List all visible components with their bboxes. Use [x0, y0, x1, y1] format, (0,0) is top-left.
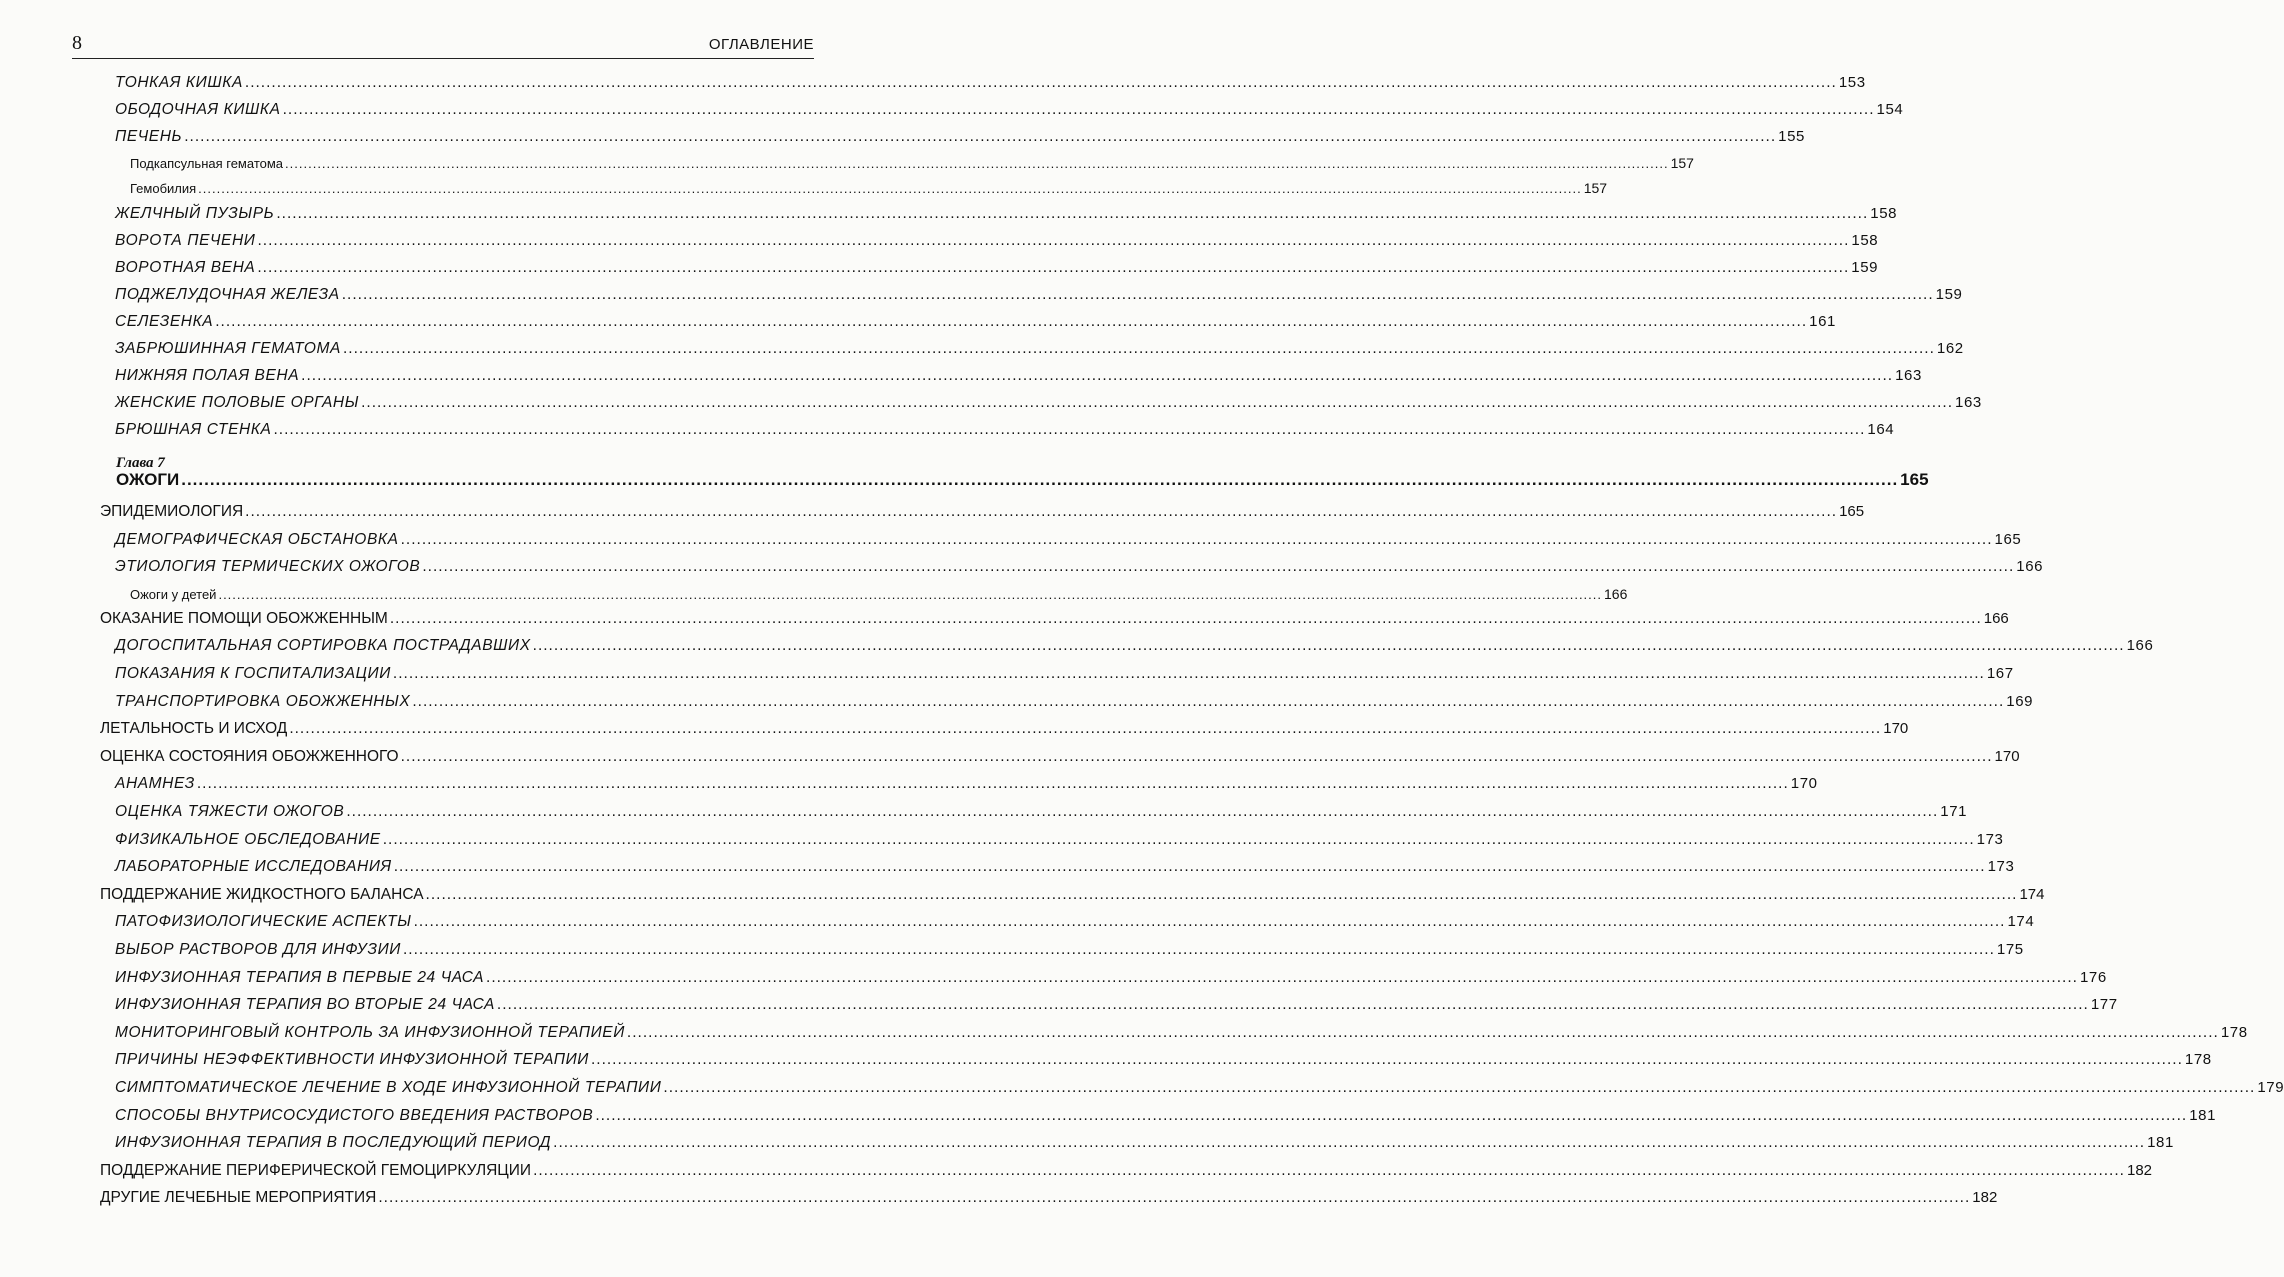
toc-entry[interactable] [115, 1051, 2212, 1069]
toc-entry-page: 182 [1972, 1189, 1998, 1207]
toc-entry-title: ДРУГИЕ ЛЕЧЕБНЫЕ МЕРОПРИЯТИЯ [100, 1189, 377, 1207]
toc-entry-title: ПЕЧЕНЬ [115, 128, 183, 145]
leader-dots: ............................................................................................................................................................................................................................................................................................................ [346, 803, 1939, 820]
toc-entry-title: СЕЛЕЗЕНКА [115, 313, 214, 330]
leader-dots: ............................................................................................................................................................................................................................................................................................................ [392, 665, 1985, 682]
toc-entry-page: 166 [2016, 558, 2044, 576]
leader-dots: ............................................................................................................................................................................................................................................................................................................ [533, 1161, 2125, 1179]
toc-entry-title: ЗАБРЮШИННАЯ ГЕМАТОМА [115, 340, 341, 357]
toc-entry[interactable] [115, 1106, 2217, 1125]
toc-entry-page: 162 [1936, 340, 1964, 357]
toc-entry-page: 158 [1851, 232, 1879, 249]
toc-entry-title: ТРАНСПОРТИРОВКА ОБОЖЖЕННЫХ [115, 692, 411, 710]
chapter-title: ОЖОГИ [116, 470, 180, 489]
toc-entry[interactable] [130, 180, 1608, 196]
toc-entry-title: ОКАЗАНИЕ ПОМОЩИ ОБОЖЖЕННЫМ [100, 609, 388, 627]
toc-entry-title: ИНФУЗИОННАЯ ТЕРАПИЯ ВО ВТОРЫЕ 24 ЧАСА [115, 996, 495, 1014]
toc-entry[interactable] [115, 530, 2022, 549]
toc-entry-title: МОНИТОРИНГОВЫЙ КОНТРОЛЬ ЗА ИНФУЗИОННОЙ ТЕРАПИЕЙ [115, 1023, 625, 1041]
toc-entry-title: ТОНКАЯ КИШКА [115, 74, 243, 91]
leader-dots: ............................................................................................................................................................................................................................................................................................................ [257, 259, 1850, 276]
toc-entry[interactable] [115, 128, 1805, 146]
toc-entry-page: 163 [1895, 367, 1922, 384]
running-title: ОГЛАВЛЕНИЕ [708, 36, 814, 53]
toc-entry-title: ОЦЕНКА СОСТОЯНИЯ ОБОЖЖЕННОГО [100, 747, 399, 765]
toc-entry-page: 177 [2090, 996, 2118, 1014]
toc-entry-title: НИЖНЯЯ ПОЛАЯ ВЕНА [115, 367, 300, 384]
toc-entry[interactable] [115, 394, 1982, 412]
leader-dots: ............................................................................................................................................................................................................................................................................................................ [496, 996, 2089, 1014]
toc-entry-title: ПОДДЕРЖАНИЕ ПЕРИФЕРИЧЕСКОЙ ГЕМОЦИРКУЛЯЦИИ [100, 1161, 532, 1179]
leader-dots: ............................................................................................................................................................................................................................................................................................................ [413, 913, 2006, 931]
toc-entry-title: ПОКАЗАНИЯ К ГОСПИТАЛИЗАЦИИ [115, 665, 391, 682]
toc-entry-title: ДОГОСПИТАЛЬНАЯ СОРТИРОВКА ПОСТРАДАВШИХ [115, 637, 531, 655]
toc-entry-page: 170 [1883, 720, 1909, 738]
toc-entry-title: ПОДЖЕЛУДОЧНАЯ ЖЕЛЕЗА [115, 286, 340, 303]
toc-entry[interactable] [115, 803, 1968, 821]
toc-entry-page: 161 [1809, 313, 1836, 330]
toc-entry[interactable] [115, 1023, 2248, 1042]
toc-entry[interactable] [130, 155, 1694, 171]
toc-entry[interactable] [115, 913, 2035, 931]
toc-entry-page: 181 [2189, 1106, 2217, 1124]
toc-entry-page: 163 [1955, 394, 1982, 411]
leader-dots: ............................................................................................................................................................................................................................................................................................................ [382, 830, 1975, 848]
leader-dots: ............................................................................................................................................................................................................................................................................................................ [215, 313, 1808, 330]
toc-entry[interactable] [115, 968, 2107, 987]
toc-entry-page: 171 [1940, 803, 1968, 820]
leader-dots: ............................................................................................................................................................................................................................................................................................................ [218, 586, 1602, 602]
leader-dots: ............................................................................................................................................................................................................................................................................................................ [400, 530, 1993, 548]
toc-entry-title: ВОРОТНАЯ ВЕНА [115, 259, 256, 276]
toc-entry-page: 179 [2257, 1079, 2284, 1096]
toc-entry-title: СПОСОБЫ ВНУТРИСОСУДИСТОГО ВВЕДЕНИЯ РАСТВОРОВ [115, 1106, 594, 1124]
leader-dots: ............................................................................................................................................................................................................................................................................................................ [273, 421, 1866, 438]
leader-dots: ............................................................................................................................................................................................................................................................................................................ [389, 609, 1982, 627]
leader-dots: ............................................................................................................................................................................................................................................................................................................ [181, 470, 1899, 489]
leader-dots: ............................................................................................................................................................................................................................................................................................................ [590, 1051, 2183, 1069]
leader-dots: ............................................................................................................................................................................................................................................................................................................ [257, 232, 1850, 249]
leader-dots: ............................................................................................................................................................................................................................................................................................................ [342, 340, 1935, 357]
toc-entry-page: 164 [1867, 421, 1895, 438]
toc-entry-page: 159 [1851, 259, 1879, 276]
toc-entry-title: ПАТОФИЗИОЛОГИЧЕСКИЕ АСПЕКТЫ [115, 913, 412, 931]
leader-dots: ............................................................................................................................................................................................................................................................................................................ [400, 747, 1993, 765]
toc-entry-page: 166 [1604, 585, 1628, 602]
leader-dots: ............................................................................................................................................................................................................................................................................................................ [378, 1189, 1971, 1207]
toc-entry-page: 176 [2079, 968, 2107, 986]
toc-entry-page: 166 [1983, 609, 2009, 627]
toc-entry-page: 165 [1839, 503, 1865, 520]
page-header [72, 30, 814, 59]
toc-entry[interactable] [115, 205, 1898, 223]
toc-entry-title: ДЕМОГРАФИЧЕСКАЯ ОБСТАНОВКА [115, 530, 399, 548]
leader-dots: ............................................................................................................................................................................................................................................................................................................ [245, 503, 1838, 520]
toc-entry-title: Ожоги у детей [130, 586, 217, 602]
toc-entry-page: 170 [1790, 775, 1818, 793]
toc-entry-title: ФИЗИКАЛЬНОЕ ОБСЛЕДОВАНИЕ [115, 830, 381, 848]
toc-entry-title: ВОРОТА ПЕЧЕНИ [115, 232, 256, 249]
toc-entry-page: 182 [2126, 1161, 2153, 1179]
toc-entry-title: Подкапсульная гематома [130, 156, 284, 171]
toc-entry-page: 157 [1670, 155, 1694, 171]
toc-entry[interactable] [115, 637, 2154, 655]
toc-entry-title: ПОДДЕРЖАНИЕ ЖИДКОСТНОГО БАЛАНСА [100, 885, 424, 903]
toc-entry[interactable] [115, 1079, 2284, 1097]
leader-dots: ............................................................................................................................................................................................................................................................................................................ [289, 720, 1882, 738]
leader-dots: ............................................................................................................................................................................................................................................................................................................ [402, 941, 1995, 958]
toc-entry-page: 157 [1583, 180, 1608, 196]
toc-entry-title: БРЮШНАЯ СТЕНКА [115, 421, 272, 438]
toc-entry[interactable] [115, 367, 1922, 385]
toc-entry[interactable] [100, 503, 1865, 521]
leader-dots: ............................................................................................................................................................................................................................................................................................................ [626, 1023, 2219, 1041]
toc-entry[interactable] [100, 885, 2045, 904]
leader-dots: ............................................................................................................................................................................................................................................................................................................ [244, 74, 1837, 91]
leader-dots: ............................................................................................................................................................................................................................................................................................................ [184, 128, 1777, 145]
toc-entry[interactable] [115, 259, 1879, 277]
toc-entry[interactable] [115, 1134, 2174, 1152]
leader-dots: ............................................................................................................................................................................................................................................................................................................ [425, 885, 2018, 903]
toc-entry-page: 175 [1996, 941, 2024, 958]
toc-entry[interactable] [115, 775, 1818, 793]
toc-entry-title: ЖЕНСКИЕ ПОЛОВЫЕ ОРГАНЫ [115, 394, 360, 411]
leader-dots: ............................................................................................................................................................................................................................................................................................................ [282, 101, 1875, 118]
toc-entry-title: ПРИЧИНЫ НЕЭФФЕКТИВНОСТИ ИНФУЗИОННОЙ ТЕРАПИИ [115, 1051, 589, 1069]
toc-entry-page: 181 [2147, 1134, 2174, 1152]
chapter-label: Глава 7 [116, 455, 165, 471]
toc-entry-title: ЭПИДЕМИОЛОГИЯ [100, 503, 244, 520]
toc-entry-title: ИНФУЗИОННАЯ ТЕРАПИЯ В ПЕРВЫЕ 24 ЧАСА [115, 968, 485, 986]
toc-entry-page: 170 [1994, 747, 2020, 765]
toc-entry[interactable] [115, 232, 1879, 250]
leader-dots: ............................................................................................................................................................................................................................................................................................................ [198, 181, 1582, 196]
leader-dots: ............................................................................................................................................................................................................................................................................................................ [412, 692, 2005, 710]
toc-entry[interactable] [100, 720, 1909, 738]
toc-entry-title: ОЦЕНКА ТЯЖЕСТИ ОЖОГОВ [115, 803, 345, 820]
leader-dots: ............................................................................................................................................................................................................................................................................................................ [196, 775, 1789, 793]
leader-dots: ............................................................................................................................................................................................................................................................................................................ [595, 1106, 2188, 1124]
toc-entry[interactable] [100, 1189, 1998, 1207]
toc-entry-page: 155 [1778, 128, 1805, 145]
toc-entry-title: ЭТИОЛОГИЯ ТЕРМИЧЕСКИХ ОЖОГОВ [115, 558, 421, 576]
toc-entry[interactable] [115, 941, 2024, 959]
toc-entry[interactable] [100, 609, 2009, 628]
toc-entry-page: 174 [2007, 913, 2035, 931]
toc-entry[interactable] [130, 585, 1628, 602]
toc-entry-title: Гемобилия [130, 181, 197, 196]
leader-dots: ............................................................................................................................................................................................................................................................................................................ [341, 286, 1934, 303]
toc-entry-title: ВЫБОР РАСТВОРОВ ДЛЯ ИНФУЗИИ [115, 941, 401, 958]
toc-entry-page: 154 [1876, 101, 1904, 118]
toc-entry[interactable] [115, 558, 2044, 576]
toc-entry-page: 165 [1994, 530, 2022, 548]
toc-entry-page: 169 [2006, 692, 2034, 710]
toc-entry[interactable] [100, 747, 2020, 766]
leader-dots: ............................................................................................................................................................................................................................................................................................................ [361, 394, 1953, 411]
chapter-page: 165 [1900, 470, 1929, 489]
toc-entry-title: АНАМНЕЗ [115, 775, 195, 793]
toc-entry[interactable] [115, 996, 2118, 1014]
toc-entry-page: 173 [1976, 830, 2004, 848]
toc-entry-title: ЖЕЛЧНЫЙ ПУЗЫРЬ [115, 205, 275, 222]
toc-entry-page: 159 [1935, 286, 1963, 303]
toc-entry-page: 167 [1986, 665, 2014, 682]
toc-entry-title: ИНФУЗИОННАЯ ТЕРАПИЯ В ПОСЛЕДУЮЩИЙ ПЕРИОД [115, 1134, 552, 1152]
page-number: 8 [72, 32, 82, 54]
leader-dots: ............................................................................................................................................................................................................................................................................................................ [553, 1134, 2146, 1152]
toc-entry-title: ЛАБОРАТОРНЫЕ ИССЛЕДОВАНИЯ [115, 858, 392, 876]
leader-dots: ............................................................................................................................................................................................................................................................................................................ [663, 1079, 2256, 1096]
toc-entry[interactable] [115, 692, 2034, 711]
leader-dots: ............................................................................................................................................................................................................................................................................................................ [486, 968, 2078, 986]
toc-entry[interactable] [115, 74, 1866, 92]
toc-entry-page: 174 [2019, 885, 2045, 903]
leader-dots: ............................................................................................................................................................................................................................................................................................................ [422, 558, 2015, 576]
toc-entry-title: ОБОДОЧНАЯ КИШКА [115, 101, 281, 118]
chapter-title-row[interactable] [116, 470, 1929, 490]
toc-entry[interactable] [100, 1161, 2153, 1180]
toc-entry-page: 178 [2220, 1023, 2248, 1041]
toc-entry-page: 178 [2184, 1051, 2212, 1069]
toc-entry[interactable] [115, 830, 2004, 849]
toc-entry-title: СИМПТОМАТИЧЕСКОЕ ЛЕЧЕНИЕ В ХОДЕ ИНФУЗИОННОЙ ТЕРАПИИ [115, 1079, 662, 1096]
leader-dots: ............................................................................................................................................................................................................................................................................................................ [532, 637, 2125, 655]
toc-entry[interactable] [115, 313, 1836, 331]
leader-dots: ............................................................................................................................................................................................................................................................................................................ [393, 858, 1986, 876]
toc-entry-page: 153 [1838, 74, 1866, 91]
toc-entry[interactable] [115, 101, 1904, 119]
leader-dots: ............................................................................................................................................................................................................................................................................................................ [301, 367, 1894, 384]
leader-dots: ............................................................................................................................................................................................................................................................................................................ [285, 156, 1669, 171]
toc-entry[interactable] [115, 286, 1963, 304]
toc-entry-page: 166 [2126, 637, 2154, 655]
toc-entry[interactable] [115, 665, 2014, 683]
leader-dots: ............................................................................................................................................................................................................................................................................................................ [276, 205, 1869, 222]
toc-entry[interactable] [115, 340, 1964, 358]
toc-entry-page: 158 [1870, 205, 1898, 222]
toc-entry-title: ЛЕТАЛЬНОСТЬ И ИСХОД [100, 720, 288, 738]
toc-entry-page: 173 [1987, 858, 2015, 876]
toc-entry[interactable] [115, 421, 1895, 439]
toc-entry[interactable] [115, 858, 2015, 876]
